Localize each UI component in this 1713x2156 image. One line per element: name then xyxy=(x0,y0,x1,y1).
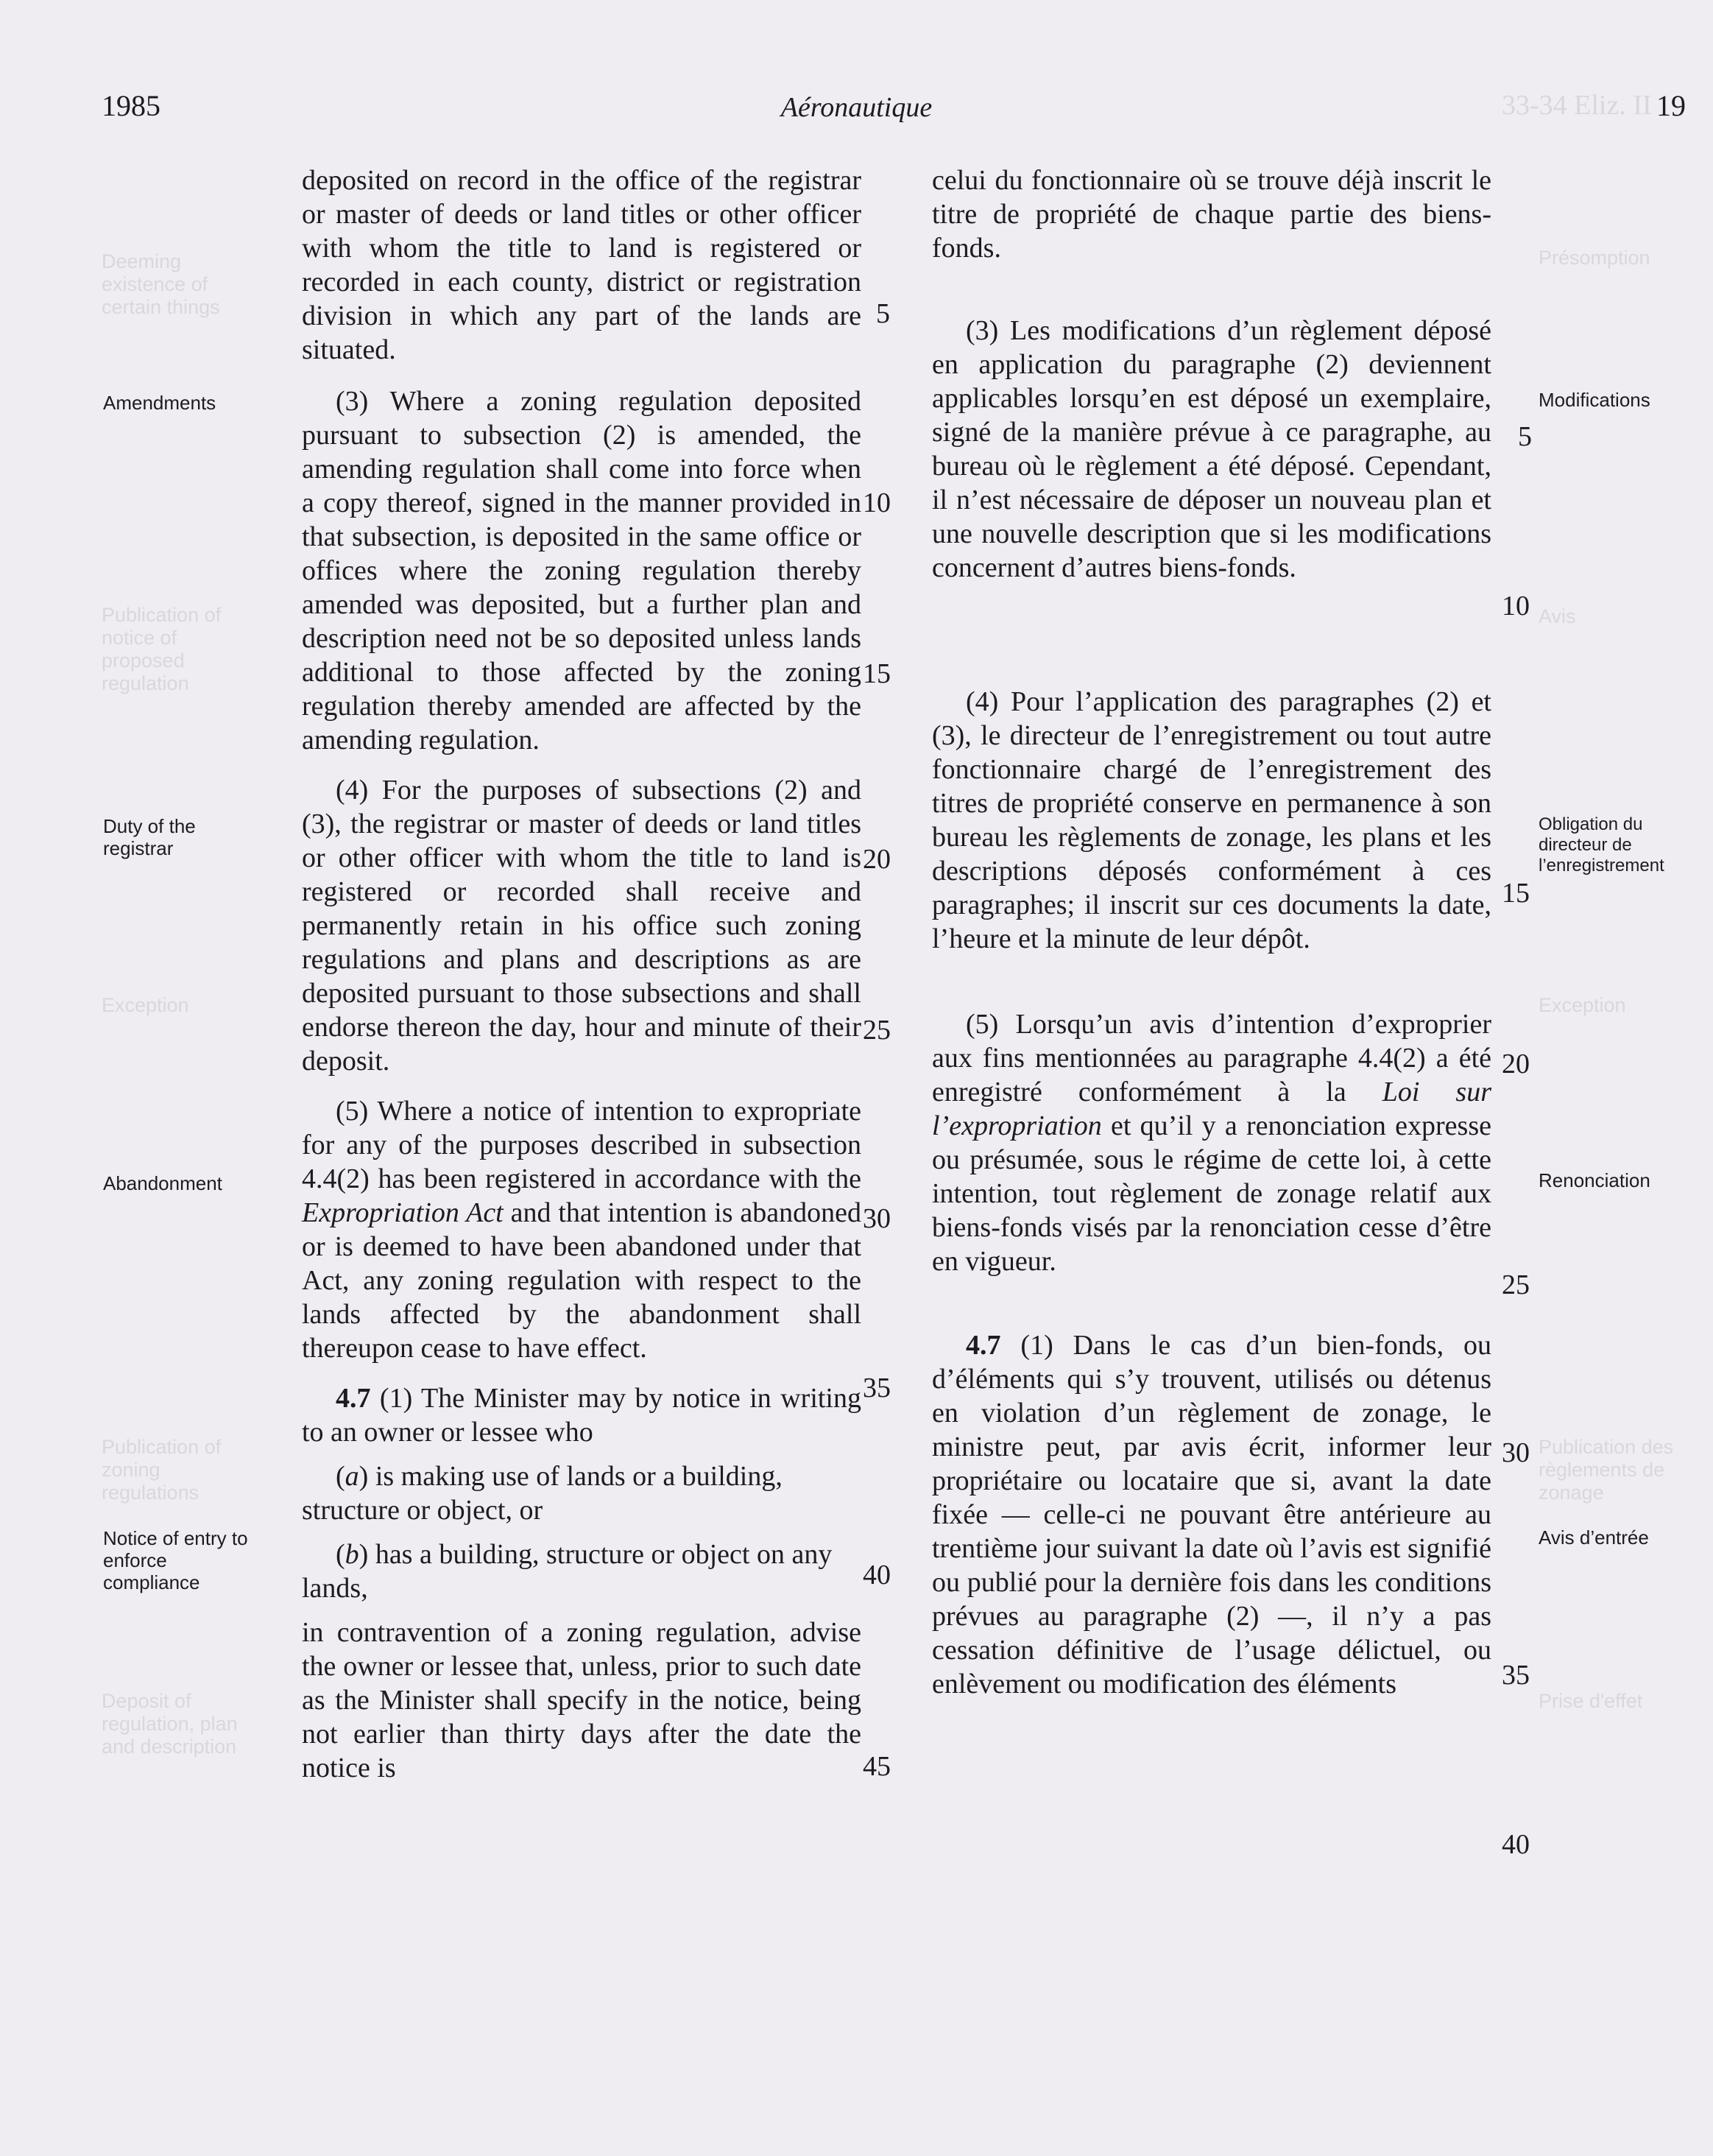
line-number-en-30: 30 xyxy=(863,1203,891,1234)
page-number: 19 xyxy=(1656,89,1686,122)
english-s5-text-a: (5) Where a notice of intention to expropriate for any of the purposes described in subsection 4.4(2) has been registered in accordance with the xyxy=(302,1096,861,1194)
ghost-reign: 33-34 Eliz. II xyxy=(1502,90,1652,121)
margin-note-avis-entree: Avis d’entrée xyxy=(1539,1526,1649,1549)
english-section-number: 4.7 xyxy=(336,1383,371,1414)
ghost-note-left-3: Exception xyxy=(102,994,189,1016)
margin-note-duty-registrar: Duty of the registrar xyxy=(103,815,196,859)
english-para-a: (a) is making use of lands or a building, structure or object, or xyxy=(302,1461,783,1526)
line-number-en-10: 10 xyxy=(863,487,891,518)
margin-note-modifications: Modifications xyxy=(1539,389,1650,411)
margin-note-amendments: Amendments xyxy=(103,392,216,414)
english-subsection-4: (4) For the purposes of subsections (2) and (3), the registrar or master of deeds or land titles or other officer with whom the title to land is registered or recorded shall receive and permanently retain in his office such zoning regulations and plans and descriptions as are deposited pursuant to those subsections and shall endorse thereon the day, hour and minute of their deposit. xyxy=(302,775,861,1077)
line-number-fr-5: 5 xyxy=(1518,421,1532,452)
page-year: 1985 xyxy=(102,89,160,122)
french-section-number: 4.7 xyxy=(966,1330,1001,1361)
english-para-b: (b) has a building, structure or object on any lands, xyxy=(302,1539,833,1604)
english-para-a-label: a xyxy=(345,1461,359,1492)
ghost-note-right-1: Présomption xyxy=(1539,247,1650,269)
english-para-a-text: is making use of lands or a building, structure or object, or xyxy=(302,1461,783,1526)
french-s5-text-b: et qu’il y a renonciation expresse ou présumée, sous le régime de cette loi, à cette intention, tout règlement de zonage relatif aux biens-fonds visés par la renonciation cesse d’être en vigueur. xyxy=(932,1110,1491,1277)
line-number-en-20: 20 xyxy=(863,844,891,875)
french-expropriation-act: Loi sur l’expropriation xyxy=(932,1077,1491,1141)
ghost-note-left-1: Deeming existence of certain things xyxy=(102,250,220,319)
english-s47-tail: in contravention of a zoning regulation, advise the owner or lessee that, unless, prior to such date as the Minister shall specify in the notice, being not earlier than thirty days after the date the notice is xyxy=(302,1617,861,1783)
line-number-fr-25: 25 xyxy=(1502,1269,1530,1300)
english-expropriation-act: Expropriation Act xyxy=(302,1197,504,1228)
line-number-fr-30: 30 xyxy=(1502,1437,1530,1468)
french-section-4-7 xyxy=(932,1328,1491,1701)
line-number-fr-35: 35 xyxy=(1502,1660,1530,1691)
line-number-fr-20: 20 xyxy=(1502,1049,1530,1079)
ghost-note-left-2: Publication of notice of proposed regulation xyxy=(102,604,222,695)
english-subsection-3: (3) Where a zoning regulation deposited pursuant to subsection (2) is amended, the amending regulation shall come into force when a copy thereof, signed in the manner provided in that subsection, is deposited in the same office or offices where the zoning regulation thereby amended was deposited, but a further plan and description need not be so deposited unless lands additional to those affected by the zoning regulation thereby amended are affected by the amending regulation. xyxy=(302,386,861,755)
line-number-fr-40: 40 xyxy=(1502,1829,1530,1860)
ghost-note-right-2: Avis xyxy=(1539,605,1576,627)
line-number-en-25: 25 xyxy=(863,1015,891,1046)
english-subsection-5 xyxy=(302,1094,861,1365)
line-number-en-35: 35 xyxy=(863,1373,891,1403)
ghost-note-right-4: Publication des règlements de zonage xyxy=(1539,1436,1674,1504)
margin-note-obligation: Obligation du directeur de l’enregistrement xyxy=(1539,814,1664,876)
french-s5-text-a: (5) Lorsqu’un avis d’intention d’exproprier aux fins mentionnées au paragraphe 4.4(2) a été enregistré conformément à la xyxy=(932,1009,1491,1107)
ghost-note-right-5: Prise d'effet xyxy=(1539,1690,1643,1712)
line-number-en-45: 45 xyxy=(863,1751,891,1782)
page-title: Aéronautique xyxy=(780,92,933,123)
english-para-b-text: has a building, structure or object on any lands, xyxy=(302,1539,833,1604)
english-column xyxy=(302,163,861,1785)
line-number-fr-15: 15 xyxy=(1502,878,1530,909)
french-subsection-4: (4) Pour l’application des paragraphes (2) et (3), le directeur de l’enregistrement ou tout autre fonctionnaire chargé de l’enregistrement des titres de propriété conserve en permanence à son bureau les règlements de zonage, les plans et les descriptions déposés conformément à ces paragraphes; il inscrit sur ces documents la date, l’heure et la minute de leur dépôt. xyxy=(932,686,1491,954)
french-s47-text: (1) Dans le cas d’un bien-fonds, ou d’éléments qui s’y trouvent, utilisés ou détenus en violation d’un règlement de zonage, le ministre peut, par avis écrit, informer leur propriétaire ou locataire que si, avant la date fixée — celle-ci ne pouvant être antérieure au trentième jour suivant la date où l’avis est signifié ou publié pour la dernière fois dans les conditions prévues au paragraphe (2) —, il n’y a pas cessation définitive de l’usage délictuel, ou enlèvement ou modification des éléments xyxy=(932,1330,1491,1699)
english-para-b-label: b xyxy=(345,1539,359,1570)
margin-note-abandonment: Abandonment xyxy=(103,1172,222,1194)
margin-note-notice-of-entry: Notice of entry to enforce compliance xyxy=(103,1527,248,1593)
french-column xyxy=(932,163,1491,1701)
french-subsection-3: (3) Les modifications d’un règlement déposé en application du paragraphe (2) deviennent applicables lorsqu’en est déposé un exemplaire, signé de la manière prévue à ce paragraphe, au bureau où le règlement a été déposé. Cependant, il n’est nécessaire de déposer un nouveau plan et une nouvelle description que si les modifications concernent d’autres biens-fonds. xyxy=(932,315,1491,583)
line-number-en-15: 15 xyxy=(863,658,891,689)
french-subsection-5 xyxy=(932,1007,1491,1278)
ghost-note-left-5: Deposit of regulation, plan and description xyxy=(102,1690,238,1758)
english-continuation: deposited on record in the office of the registrar or master of deeds or land titles or other officer with whom the title to land is registered or recorded in each county, district or registration division in which any part of the lands are situated. xyxy=(302,165,861,365)
english-s47-intro: (1) The Minister may by notice in writing to an owner or lessee who xyxy=(302,1383,861,1448)
ghost-note-left-4: Publication of zoning regulations xyxy=(102,1436,222,1504)
margin-note-renonciation: Renonciation xyxy=(1539,1169,1650,1191)
ghost-note-right-3: Exception xyxy=(1539,994,1626,1016)
english-s5-text-b: and that intention is abandoned or is deemed to have been abandoned under that Act, any zoning regulation with respect to the lands affected by the abandonment shall thereupon cease to have effect. xyxy=(302,1197,862,1364)
french-continuation: celui du fonctionnaire où se trouve déjà inscrit le titre de propriété de chaque partie des biens-fonds. xyxy=(932,165,1491,264)
english-section-4-7 xyxy=(302,1381,861,1449)
line-number-en-5: 5 xyxy=(876,298,890,329)
line-number-en-40: 40 xyxy=(863,1560,891,1590)
line-number-fr-10: 10 xyxy=(1502,591,1530,621)
